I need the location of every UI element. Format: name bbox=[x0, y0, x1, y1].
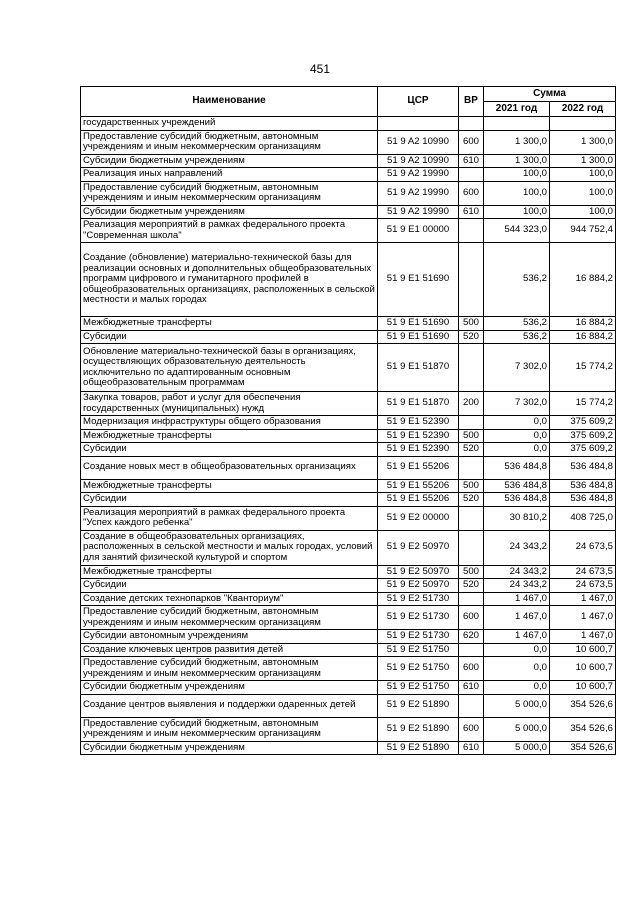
row-name-cell: Субсидии bbox=[81, 579, 378, 593]
row-csr-cell: 51 9 E2 51730 bbox=[378, 606, 459, 630]
row-name-cell: Субсидии bbox=[81, 493, 378, 507]
row-sum-2021-cell: 536 484,8 bbox=[484, 493, 550, 507]
row-vr-cell: 610 bbox=[459, 681, 484, 695]
row-vr-cell: 500 bbox=[459, 429, 484, 443]
row-sum-2022-cell: 354 526,6 bbox=[550, 741, 616, 755]
row-name-cell: Создание ключевых центров развития детей bbox=[81, 643, 378, 657]
row-sum-2022-cell: 1 467,0 bbox=[550, 606, 616, 630]
table-row bbox=[81, 317, 616, 331]
row-name-cell: Реализация иных направлений bbox=[81, 168, 378, 182]
row-vr-cell: 520 bbox=[459, 493, 484, 507]
row-sum-2022-cell bbox=[550, 117, 616, 131]
row-sum-2021-cell: 0,0 bbox=[484, 416, 550, 430]
row-sum-2022-cell: 16 884,2 bbox=[550, 317, 616, 331]
row-name-cell: Создание в общеобразовательных организациях, расположенных в сельской местности и малых городах, условий для занятий физической культурой и спортом bbox=[81, 530, 378, 565]
row-csr-cell: 51 9 E2 51730 bbox=[378, 630, 459, 644]
row-vr-cell: 520 bbox=[459, 443, 484, 457]
table-row bbox=[81, 643, 616, 657]
table-row bbox=[81, 392, 616, 416]
row-csr-cell: 51 9 E1 51870 bbox=[378, 344, 459, 392]
table-row bbox=[81, 219, 616, 243]
row-csr-cell: 51 9 E1 52390 bbox=[378, 443, 459, 457]
page-number: 451 bbox=[309, 62, 331, 76]
row-csr-cell: 51 9 A2 10990 bbox=[378, 154, 459, 168]
row-csr-cell: 51 9 E2 51730 bbox=[378, 592, 459, 606]
row-vr-cell: 600 bbox=[459, 717, 484, 741]
row-csr-cell: 51 9 E1 55206 bbox=[378, 456, 459, 479]
row-name-cell: Реализация мероприятий в рамках федерального проекта "Успех каждого ребенка" bbox=[81, 506, 378, 530]
row-name-cell: Модернизация инфраструктуры общего образования bbox=[81, 416, 378, 430]
row-vr-cell: 610 bbox=[459, 741, 484, 755]
table-row bbox=[81, 330, 616, 344]
row-vr-cell bbox=[459, 243, 484, 317]
row-csr-cell: 51 9 E2 51750 bbox=[378, 657, 459, 681]
row-sum-2021-cell: 30 810,2 bbox=[484, 506, 550, 530]
row-sum-2022-cell: 16 884,2 bbox=[550, 243, 616, 317]
row-sum-2021-cell: 7 302,0 bbox=[484, 392, 550, 416]
row-sum-2021-cell: 536 484,8 bbox=[484, 456, 550, 479]
row-vr-cell: 500 bbox=[459, 317, 484, 331]
row-name-cell: Предоставление субсидий бюджетным, автономным учреждениям и иным некоммерческим организациям bbox=[81, 181, 378, 205]
row-name-cell: Создание детских технопарков "Кванториум" bbox=[81, 592, 378, 606]
row-sum-2022-cell: 1 300,0 bbox=[550, 130, 616, 154]
row-vr-cell bbox=[459, 344, 484, 392]
row-vr-cell bbox=[459, 456, 484, 479]
row-name-cell: Создание новых мест в общеобразовательных организациях bbox=[81, 456, 378, 479]
row-name-cell: Субсидии бюджетным учреждениям bbox=[81, 154, 378, 168]
header-year-2021: 2021 год bbox=[484, 102, 550, 117]
row-sum-2021-cell: 1 300,0 bbox=[484, 130, 550, 154]
row-sum-2022-cell: 100,0 bbox=[550, 181, 616, 205]
row-sum-2022-cell: 24 673,5 bbox=[550, 530, 616, 565]
row-csr-cell: 51 9 E2 50970 bbox=[378, 579, 459, 593]
table-row bbox=[81, 506, 616, 530]
row-sum-2022-cell: 24 673,5 bbox=[550, 579, 616, 593]
table-row bbox=[81, 681, 616, 695]
table-row bbox=[81, 429, 616, 443]
row-sum-2021-cell: 536,2 bbox=[484, 243, 550, 317]
row-sum-2022-cell: 375 609,2 bbox=[550, 429, 616, 443]
row-sum-2022-cell: 1 467,0 bbox=[550, 592, 616, 606]
row-vr-cell bbox=[459, 530, 484, 565]
row-sum-2021-cell: 1 467,0 bbox=[484, 630, 550, 644]
table-row bbox=[81, 479, 616, 493]
row-name-cell: Обновление материально-технической базы в организациях, осуществляющих образовательную деятельность исключительно по адаптированным основным общеобразовательным программам bbox=[81, 344, 378, 392]
table-row bbox=[81, 168, 616, 182]
row-csr-cell: 51 9 E1 55206 bbox=[378, 493, 459, 507]
row-csr-cell: 51 9 A2 10990 bbox=[378, 130, 459, 154]
row-name-cell: Создание центров выявления и поддержки одаренных детей bbox=[81, 694, 378, 717]
row-sum-2021-cell: 5 000,0 bbox=[484, 741, 550, 755]
row-sum-2021-cell: 24 343,2 bbox=[484, 530, 550, 565]
row-sum-2021-cell: 1 300,0 bbox=[484, 154, 550, 168]
row-sum-2021-cell: 100,0 bbox=[484, 205, 550, 219]
row-sum-2022-cell: 10 600,7 bbox=[550, 657, 616, 681]
row-name-cell: Создание (обновление) материально-технической базы для реализации основных и дополнительных общеобразовательных программ цифрового и гуманитарного профилей в общеобразовательных организациях, расположенных в сельской местности и малых городах bbox=[81, 243, 378, 317]
table-row bbox=[81, 154, 616, 168]
row-name-cell: Межбюджетные трансферты bbox=[81, 479, 378, 493]
row-name-cell: Субсидии бюджетным учреждениям bbox=[81, 205, 378, 219]
row-sum-2021-cell: 1 467,0 bbox=[484, 606, 550, 630]
row-sum-2021-cell: 24 343,2 bbox=[484, 579, 550, 593]
table-header bbox=[81, 87, 616, 117]
row-sum-2022-cell: 375 609,2 bbox=[550, 443, 616, 457]
row-csr-cell bbox=[378, 117, 459, 131]
table-row bbox=[81, 493, 616, 507]
row-vr-cell: 600 bbox=[459, 606, 484, 630]
row-csr-cell: 51 9 E1 51690 bbox=[378, 330, 459, 344]
row-csr-cell: 51 9 E1 51690 bbox=[378, 317, 459, 331]
row-vr-cell: 610 bbox=[459, 205, 484, 219]
row-sum-2021-cell: 5 000,0 bbox=[484, 694, 550, 717]
table-row bbox=[81, 181, 616, 205]
row-name-cell: Субсидии бюджетным учреждениям bbox=[81, 741, 378, 755]
table-row bbox=[81, 657, 616, 681]
row-vr-cell bbox=[459, 506, 484, 530]
row-vr-cell: 520 bbox=[459, 330, 484, 344]
row-sum-2021-cell: 5 000,0 bbox=[484, 717, 550, 741]
row-name-cell: Межбюджетные трансферты bbox=[81, 565, 378, 579]
row-csr-cell: 51 9 E2 51750 bbox=[378, 643, 459, 657]
row-vr-cell bbox=[459, 694, 484, 717]
row-sum-2021-cell: 7 302,0 bbox=[484, 344, 550, 392]
row-name-cell: Реализация мероприятий в рамках федерального проекта "Современная школа" bbox=[81, 219, 378, 243]
row-csr-cell: 51 9 E2 51890 bbox=[378, 717, 459, 741]
row-sum-2021-cell: 0,0 bbox=[484, 443, 550, 457]
row-vr-cell: 520 bbox=[459, 579, 484, 593]
row-sum-2022-cell: 10 600,7 bbox=[550, 643, 616, 657]
table-row bbox=[81, 565, 616, 579]
table-row bbox=[81, 694, 616, 717]
row-name-cell: Субсидии bbox=[81, 330, 378, 344]
row-vr-cell: 500 bbox=[459, 565, 484, 579]
row-sum-2022-cell: 354 526,6 bbox=[550, 694, 616, 717]
row-name-cell: Субсидии бюджетным учреждениям bbox=[81, 681, 378, 695]
table-row bbox=[81, 243, 616, 317]
table-row bbox=[81, 456, 616, 479]
table-row bbox=[81, 344, 616, 392]
row-csr-cell: 51 9 E2 50970 bbox=[378, 530, 459, 565]
row-sum-2022-cell: 536 484,8 bbox=[550, 479, 616, 493]
table-row bbox=[81, 416, 616, 430]
table-row bbox=[81, 205, 616, 219]
row-sum-2022-cell: 100,0 bbox=[550, 168, 616, 182]
row-csr-cell: 51 9 E2 50970 bbox=[378, 565, 459, 579]
row-name-cell: Предоставление субсидий бюджетным, автономным учреждениям и иным некоммерческим организациям bbox=[81, 657, 378, 681]
row-sum-2021-cell: 536 484,8 bbox=[484, 479, 550, 493]
row-name-cell: Субсидии автономным учреждениям bbox=[81, 630, 378, 644]
row-csr-cell: 51 9 E1 51690 bbox=[378, 243, 459, 317]
row-name-cell: Предоставление субсидий бюджетным, автономным учреждениям и иным некоммерческим организациям bbox=[81, 606, 378, 630]
row-vr-cell: 600 bbox=[459, 130, 484, 154]
budget-table bbox=[80, 86, 616, 755]
row-sum-2021-cell: 0,0 bbox=[484, 657, 550, 681]
row-csr-cell: 51 9 E1 52390 bbox=[378, 416, 459, 430]
row-sum-2021-cell: 24 343,2 bbox=[484, 565, 550, 579]
row-name-cell: государственных учреждений bbox=[81, 117, 378, 131]
row-sum-2022-cell: 1 467,0 bbox=[550, 630, 616, 644]
row-sum-2021-cell: 100,0 bbox=[484, 168, 550, 182]
row-vr-cell: 600 bbox=[459, 657, 484, 681]
row-vr-cell bbox=[459, 117, 484, 131]
row-sum-2021-cell: 0,0 bbox=[484, 643, 550, 657]
row-name-cell: Предоставление субсидий бюджетным, автономным учреждениям и иным некоммерческим организациям bbox=[81, 717, 378, 741]
row-csr-cell: 51 9 E2 51750 bbox=[378, 681, 459, 695]
row-csr-cell: 51 9 E1 00000 bbox=[378, 219, 459, 243]
row-sum-2022-cell: 408 725,0 bbox=[550, 506, 616, 530]
row-sum-2021-cell: 0,0 bbox=[484, 429, 550, 443]
row-csr-cell: 51 9 E2 51890 bbox=[378, 741, 459, 755]
row-sum-2022-cell: 536 484,8 bbox=[550, 493, 616, 507]
row-sum-2022-cell: 15 774,2 bbox=[550, 392, 616, 416]
row-sum-2022-cell: 536 484,8 bbox=[550, 456, 616, 479]
row-sum-2022-cell: 16 884,2 bbox=[550, 330, 616, 344]
table-row bbox=[81, 592, 616, 606]
row-sum-2022-cell: 1 300,0 bbox=[550, 154, 616, 168]
table-row bbox=[81, 741, 616, 755]
row-vr-cell bbox=[459, 168, 484, 182]
row-sum-2022-cell: 354 526,6 bbox=[550, 717, 616, 741]
table-row bbox=[81, 443, 616, 457]
row-sum-2021-cell bbox=[484, 117, 550, 131]
row-sum-2022-cell: 100,0 bbox=[550, 205, 616, 219]
header-sum: Сумма bbox=[484, 87, 616, 102]
row-csr-cell: 51 9 A2 19990 bbox=[378, 205, 459, 219]
table-row bbox=[81, 579, 616, 593]
row-vr-cell bbox=[459, 643, 484, 657]
row-name-cell: Предоставление субсидий бюджетным, автономным учреждениям и иным некоммерческим организациям bbox=[81, 130, 378, 154]
row-vr-cell bbox=[459, 219, 484, 243]
table-row bbox=[81, 117, 616, 131]
row-csr-cell: 51 9 E1 55206 bbox=[378, 479, 459, 493]
row-csr-cell: 51 9 E2 00000 bbox=[378, 506, 459, 530]
header-vr: ВР bbox=[459, 87, 484, 117]
row-vr-cell bbox=[459, 592, 484, 606]
row-vr-cell: 620 bbox=[459, 630, 484, 644]
row-sum-2021-cell: 536,2 bbox=[484, 317, 550, 331]
row-sum-2022-cell: 10 600,7 bbox=[550, 681, 616, 695]
row-sum-2021-cell: 544 323,0 bbox=[484, 219, 550, 243]
row-sum-2021-cell: 1 467,0 bbox=[484, 592, 550, 606]
row-sum-2021-cell: 536,2 bbox=[484, 330, 550, 344]
table-row bbox=[81, 717, 616, 741]
table-row bbox=[81, 630, 616, 644]
row-sum-2021-cell: 100,0 bbox=[484, 181, 550, 205]
row-csr-cell: 51 9 A2 19990 bbox=[378, 181, 459, 205]
row-name-cell: Закупка товаров, работ и услуг для обеспечения государственных (муниципальных) нужд bbox=[81, 392, 378, 416]
row-sum-2022-cell: 24 673,5 bbox=[550, 565, 616, 579]
table-row bbox=[81, 130, 616, 154]
row-sum-2022-cell: 375 609,2 bbox=[550, 416, 616, 430]
table-row bbox=[81, 606, 616, 630]
row-name-cell: Межбюджетные трансферты bbox=[81, 429, 378, 443]
row-vr-cell: 200 bbox=[459, 392, 484, 416]
row-vr-cell: 600 bbox=[459, 181, 484, 205]
row-csr-cell: 51 9 A2 19990 bbox=[378, 168, 459, 182]
row-name-cell: Субсидии bbox=[81, 443, 378, 457]
table-row bbox=[81, 530, 616, 565]
row-sum-2021-cell: 0,0 bbox=[484, 681, 550, 695]
row-vr-cell bbox=[459, 416, 484, 430]
row-name-cell: Межбюджетные трансферты bbox=[81, 317, 378, 331]
header-csr: ЦСР bbox=[378, 87, 459, 117]
row-sum-2022-cell: 944 752,4 bbox=[550, 219, 616, 243]
row-vr-cell: 500 bbox=[459, 479, 484, 493]
row-csr-cell: 51 9 E1 51870 bbox=[378, 392, 459, 416]
header-year-2022: 2022 год bbox=[550, 102, 616, 117]
row-vr-cell: 610 bbox=[459, 154, 484, 168]
header-name: Наименование bbox=[81, 87, 378, 117]
row-sum-2022-cell: 15 774,2 bbox=[550, 344, 616, 392]
row-csr-cell: 51 9 E2 51890 bbox=[378, 694, 459, 717]
table-body bbox=[81, 117, 616, 755]
row-csr-cell: 51 9 E1 52390 bbox=[378, 429, 459, 443]
